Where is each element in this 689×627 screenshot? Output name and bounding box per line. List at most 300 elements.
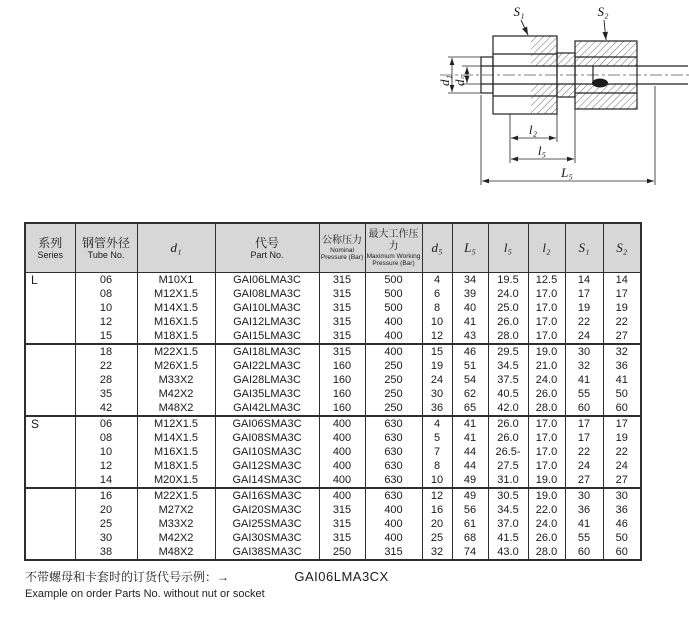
data-cell: 400 xyxy=(319,416,365,431)
data-cell: 41 xyxy=(452,315,488,329)
data-cell: 17.0 xyxy=(528,315,565,329)
data-cell: 500 xyxy=(365,287,422,301)
example-part-no: GAI06LMA3CX xyxy=(294,569,389,584)
col-header-max-pressure xyxy=(365,223,422,273)
data-cell: 43 xyxy=(452,329,488,344)
data-cell: 400 xyxy=(365,344,422,359)
data-cell: 26.0 xyxy=(488,431,528,445)
data-cell: 12.5 xyxy=(528,273,565,288)
data-cell: 24.0 xyxy=(528,373,565,387)
data-cell: 06 xyxy=(75,416,137,431)
data-cell: GAI10SMA3C xyxy=(215,445,319,459)
table-row xyxy=(25,387,641,401)
data-cell: 28.0 xyxy=(528,401,565,416)
data-cell: 5 xyxy=(422,431,452,445)
series-cell xyxy=(25,373,75,387)
data-cell: GAI06SMA3C xyxy=(215,416,319,431)
dim-label-l5: l₅ xyxy=(537,143,547,158)
spec-table-body xyxy=(25,273,641,561)
data-cell: M18X1.5 xyxy=(137,459,215,473)
data-cell: 250 xyxy=(319,545,365,560)
series-cell: S xyxy=(25,416,75,431)
data-cell: 22 xyxy=(565,445,603,459)
cutting-ring xyxy=(592,79,608,88)
col-header-nominal-pressure xyxy=(319,223,365,273)
data-cell: 315 xyxy=(319,517,365,531)
data-cell: GAI14SMA3C xyxy=(215,473,319,488)
data-cell: 10 xyxy=(75,301,137,315)
table-row xyxy=(25,416,641,431)
data-cell: 15 xyxy=(75,329,137,344)
table-row xyxy=(25,287,641,301)
table-row xyxy=(25,329,641,344)
data-cell: 14 xyxy=(603,273,641,288)
data-cell: GAI08LMA3C xyxy=(215,287,319,301)
data-cell: 22 xyxy=(75,359,137,373)
data-cell: 315 xyxy=(319,329,365,344)
data-cell: 62 xyxy=(452,387,488,401)
data-cell: 19 xyxy=(603,301,641,315)
data-cell: 4 xyxy=(422,273,452,288)
data-cell: 36 xyxy=(422,401,452,416)
table-row xyxy=(25,359,641,373)
data-cell: M20X1.5 xyxy=(137,473,215,488)
series-cell xyxy=(25,545,75,560)
data-cell: 54 xyxy=(452,373,488,387)
table-row xyxy=(25,273,641,288)
data-cell: 19.0 xyxy=(528,488,565,503)
data-cell: 315 xyxy=(319,273,365,288)
data-cell: 31.0 xyxy=(488,473,528,488)
data-cell: 630 xyxy=(365,473,422,488)
table-row xyxy=(25,431,641,445)
data-cell: 19.0 xyxy=(528,344,565,359)
data-cell: 27 xyxy=(603,329,641,344)
table-row xyxy=(25,459,641,473)
data-cell: 19 xyxy=(422,359,452,373)
data-cell: M14X1.5 xyxy=(137,431,215,445)
data-cell: 7 xyxy=(422,445,452,459)
series-cell xyxy=(25,401,75,416)
data-cell: 12 xyxy=(75,315,137,329)
data-cell: 14 xyxy=(565,273,603,288)
data-cell: 6 xyxy=(422,287,452,301)
data-cell: 44 xyxy=(452,445,488,459)
series-cell xyxy=(25,387,75,401)
data-cell: 315 xyxy=(319,315,365,329)
data-cell: 10 xyxy=(422,315,452,329)
data-cell: 500 xyxy=(365,301,422,315)
series-cell xyxy=(25,517,75,531)
data-cell: 40 xyxy=(452,301,488,315)
data-cell: GAI30SMA3C xyxy=(215,531,319,545)
data-cell: 160 xyxy=(319,401,365,416)
data-cell: 41 xyxy=(452,416,488,431)
header-tube-zh: 钢管外径 xyxy=(81,236,130,250)
header-series-en: Series xyxy=(37,250,63,260)
table-row xyxy=(25,373,641,387)
data-cell: GAI42LMA3C xyxy=(215,401,319,416)
series-cell xyxy=(25,459,75,473)
table-row xyxy=(25,315,641,329)
data-cell: 17.0 xyxy=(528,459,565,473)
data-cell: 06 xyxy=(75,273,137,288)
data-cell: GAI28LMA3C xyxy=(215,373,319,387)
data-cell: 49 xyxy=(452,473,488,488)
series-cell xyxy=(25,431,75,445)
data-cell: 630 xyxy=(365,416,422,431)
data-cell: GAI15LMA3C xyxy=(215,329,319,344)
data-cell: 32 xyxy=(565,359,603,373)
data-cell: 12 xyxy=(422,488,452,503)
s1-leader xyxy=(521,20,528,35)
data-cell: 30 xyxy=(565,488,603,503)
header-tube-en: Tube No. xyxy=(87,250,125,260)
data-cell: 22 xyxy=(603,445,641,459)
data-cell: 17.0 xyxy=(528,301,565,315)
col-header-s1: S₁ xyxy=(565,223,603,273)
data-cell: 34.5 xyxy=(488,359,528,373)
data-cell: 26.5- xyxy=(488,445,528,459)
dim-label-s1: S₁ xyxy=(513,4,525,19)
data-cell: 250 xyxy=(365,387,422,401)
data-cell: M42X2 xyxy=(137,387,215,401)
data-cell: 17.0 xyxy=(528,445,565,459)
header-part-zh: 代号 xyxy=(254,236,279,250)
data-cell: 19.5 xyxy=(488,273,528,288)
data-cell: 14 xyxy=(75,473,137,488)
series-cell xyxy=(25,287,75,301)
data-cell: 400 xyxy=(319,431,365,445)
data-cell: 22.0 xyxy=(528,503,565,517)
data-cell: 56 xyxy=(452,503,488,517)
data-cell: 17.0 xyxy=(528,431,565,445)
data-cell: M26X1.5 xyxy=(137,359,215,373)
order-note xyxy=(25,569,389,601)
data-cell: 55 xyxy=(565,387,603,401)
data-cell: 4 xyxy=(422,416,452,431)
data-cell: 400 xyxy=(365,315,422,329)
data-cell: 43.0 xyxy=(488,545,528,560)
table-row xyxy=(25,473,641,488)
data-cell: GAI38SMA3C xyxy=(215,545,319,560)
data-cell: 17.0 xyxy=(528,329,565,344)
order-note-zh: 不带螺母和卡套时的订货代号示例：→ xyxy=(25,570,230,584)
data-cell: 400 xyxy=(365,531,422,545)
drawing-area xyxy=(0,0,689,217)
data-cell: GAI16SMA3C xyxy=(215,488,319,503)
data-cell: 26.0 xyxy=(528,531,565,545)
data-cell: 42 xyxy=(75,401,137,416)
data-cell: 25.0 xyxy=(488,301,528,315)
data-cell: 22 xyxy=(603,315,641,329)
data-cell: 27 xyxy=(603,473,641,488)
col-header-tube xyxy=(75,223,137,273)
order-note-en: Example on order Parts No. without nut or socket xyxy=(25,588,265,600)
data-cell: 12 xyxy=(75,459,137,473)
data-cell: 22 xyxy=(565,315,603,329)
series-cell xyxy=(25,359,75,373)
table-row xyxy=(25,445,641,459)
data-cell: 10 xyxy=(75,445,137,459)
data-cell: 315 xyxy=(319,503,365,517)
data-cell: GAI25SMA3C xyxy=(215,517,319,531)
data-cell: 32 xyxy=(603,344,641,359)
data-cell: 35 xyxy=(75,387,137,401)
data-cell: 26.0 xyxy=(528,387,565,401)
data-cell: 32 xyxy=(422,545,452,560)
s2-leader xyxy=(604,20,606,40)
table-row xyxy=(25,344,641,359)
table-row xyxy=(25,503,641,517)
table-row xyxy=(25,545,641,560)
data-cell: M12X1.5 xyxy=(137,287,215,301)
data-cell: 20 xyxy=(422,517,452,531)
data-cell: 60 xyxy=(565,545,603,560)
table-row xyxy=(25,531,641,545)
data-cell: 42.0 xyxy=(488,401,528,416)
data-cell: 10 xyxy=(422,473,452,488)
series-cell xyxy=(25,503,75,517)
data-cell: 500 xyxy=(365,273,422,288)
data-cell: 49 xyxy=(452,488,488,503)
data-cell: M27X2 xyxy=(137,503,215,517)
data-cell: 50 xyxy=(603,531,641,545)
data-cell: 27 xyxy=(565,473,603,488)
data-cell: 24 xyxy=(565,329,603,344)
data-cell: M22X1.5 xyxy=(137,344,215,359)
data-cell: GAI12SMA3C xyxy=(215,459,319,473)
data-cell: M48X2 xyxy=(137,545,215,560)
series-cell xyxy=(25,315,75,329)
data-cell: 21.0 xyxy=(528,359,565,373)
series-cell xyxy=(25,329,75,344)
data-cell: 30 xyxy=(565,344,603,359)
data-cell: GAI18LMA3C xyxy=(215,344,319,359)
data-cell: 8 xyxy=(422,301,452,315)
data-cell: 315 xyxy=(319,301,365,315)
data-cell: 41.5 xyxy=(488,531,528,545)
data-cell: 8 xyxy=(422,459,452,473)
header-series-zh: 系列 xyxy=(38,236,63,250)
data-cell: 36 xyxy=(603,503,641,517)
data-cell: M33X2 xyxy=(137,517,215,531)
col-header-part xyxy=(215,223,319,273)
series-cell xyxy=(25,301,75,315)
col-header-l5: l₅ xyxy=(488,223,528,273)
data-cell: 34.5 xyxy=(488,503,528,517)
data-cell: 400 xyxy=(319,445,365,459)
data-cell: M14X1.5 xyxy=(137,301,215,315)
data-cell: 41 xyxy=(565,373,603,387)
series-cell: L xyxy=(25,273,75,288)
series-cell xyxy=(25,488,75,503)
series-cell xyxy=(25,473,75,488)
data-cell: 400 xyxy=(319,459,365,473)
col-header-d5: d₅ xyxy=(422,223,452,273)
data-cell: 30 xyxy=(603,488,641,503)
data-cell: 28.0 xyxy=(488,329,528,344)
series-cell xyxy=(25,531,75,545)
dim-label-s2: S₂ xyxy=(597,4,609,19)
data-cell: 60 xyxy=(565,401,603,416)
data-cell: 37.0 xyxy=(488,517,528,531)
data-cell: 44 xyxy=(452,459,488,473)
data-cell: 74 xyxy=(452,545,488,560)
data-cell: 20 xyxy=(75,503,137,517)
data-cell: GAI08SMA3C xyxy=(215,431,319,445)
data-cell: 17.0 xyxy=(528,416,565,431)
series-cell xyxy=(25,445,75,459)
data-cell: 315 xyxy=(365,545,422,560)
data-cell: 160 xyxy=(319,359,365,373)
data-cell: 400 xyxy=(319,488,365,503)
data-cell: 50 xyxy=(603,387,641,401)
data-cell: M10X1 xyxy=(137,273,215,288)
data-cell: 28 xyxy=(75,373,137,387)
data-cell: M18X1.5 xyxy=(137,329,215,344)
data-cell: 38 xyxy=(75,545,137,560)
dim-label-L5: L₅ xyxy=(561,165,573,180)
header-part-en: Part No. xyxy=(250,250,284,260)
data-cell: 19 xyxy=(565,301,603,315)
data-cell: 40.5 xyxy=(488,387,528,401)
data-cell: 41 xyxy=(603,373,641,387)
data-cell: M33X2 xyxy=(137,373,215,387)
data-cell: 24 xyxy=(422,373,452,387)
data-cell: 24 xyxy=(565,459,603,473)
data-cell: 24.0 xyxy=(528,517,565,531)
data-cell: 36 xyxy=(565,503,603,517)
fitting-section-drawing xyxy=(0,0,689,212)
data-cell: 17 xyxy=(603,287,641,301)
col-header-L5: L₅ xyxy=(452,223,488,273)
data-cell: 46 xyxy=(603,517,641,531)
data-cell: 17 xyxy=(565,431,603,445)
data-cell: M12X1.5 xyxy=(137,416,215,431)
data-cell: 19.0 xyxy=(528,473,565,488)
data-cell: GAI10LMA3C xyxy=(215,301,319,315)
data-cell: 61 xyxy=(452,517,488,531)
data-cell: 19 xyxy=(603,431,641,445)
data-cell: 250 xyxy=(365,373,422,387)
data-cell: 315 xyxy=(319,344,365,359)
data-cell: 37.5 xyxy=(488,373,528,387)
data-cell: 24.0 xyxy=(488,287,528,301)
data-cell: 25 xyxy=(75,517,137,531)
data-cell: 17 xyxy=(565,416,603,431)
data-cell: 51 xyxy=(452,359,488,373)
data-cell: GAI20SMA3C xyxy=(215,503,319,517)
col-header-d1: d₁ xyxy=(137,223,215,273)
header-max-en: Maximum Working Pressure (Bar) xyxy=(366,252,421,267)
header-nominal-en: Nominal Pressure (Bar) xyxy=(320,246,364,261)
data-cell: 24 xyxy=(603,459,641,473)
data-cell: 26.0 xyxy=(488,315,528,329)
data-cell: 41 xyxy=(452,431,488,445)
data-cell: M16X1.5 xyxy=(137,315,215,329)
data-cell: 08 xyxy=(75,431,137,445)
data-cell: M16X1.5 xyxy=(137,445,215,459)
data-cell: 26.0 xyxy=(488,416,528,431)
data-cell: 25 xyxy=(422,531,452,545)
table-row xyxy=(25,301,641,315)
table-row xyxy=(25,517,641,531)
data-cell: 68 xyxy=(452,531,488,545)
data-cell: 400 xyxy=(365,503,422,517)
data-cell: GAI12LMA3C xyxy=(215,315,319,329)
col-header-s2: S₂ xyxy=(603,223,641,273)
data-cell: 60 xyxy=(603,401,641,416)
table-row xyxy=(25,488,641,503)
series-cell xyxy=(25,344,75,359)
header-max-zh: 最大工作压力 xyxy=(368,228,419,252)
data-cell: 15 xyxy=(422,344,452,359)
data-cell: 30.5 xyxy=(488,488,528,503)
data-cell: GAI22LMA3C xyxy=(215,359,319,373)
data-cell: 08 xyxy=(75,287,137,301)
data-cell: 34 xyxy=(452,273,488,288)
dim-label-l2: l₂ xyxy=(528,122,538,137)
data-cell: 250 xyxy=(365,401,422,416)
data-cell: 400 xyxy=(365,329,422,344)
data-cell: 36 xyxy=(603,359,641,373)
data-cell: 315 xyxy=(319,531,365,545)
data-cell: 60 xyxy=(603,545,641,560)
data-cell: 30 xyxy=(75,531,137,545)
data-cell: 250 xyxy=(365,359,422,373)
data-cell: M42X2 xyxy=(137,531,215,545)
data-cell: 16 xyxy=(75,488,137,503)
data-cell: 65 xyxy=(452,401,488,416)
data-cell: GAI35LMA3C xyxy=(215,387,319,401)
data-cell: 18 xyxy=(75,344,137,359)
data-cell: 160 xyxy=(319,373,365,387)
data-cell: 27.5 xyxy=(488,459,528,473)
header-row xyxy=(25,223,641,273)
data-cell: 17.0 xyxy=(528,287,565,301)
data-cell: M22X1.5 xyxy=(137,488,215,503)
data-cell: 46 xyxy=(452,344,488,359)
dim-label-d5: d₅ xyxy=(452,74,467,86)
data-cell: 400 xyxy=(365,517,422,531)
col-header-series xyxy=(25,223,75,273)
data-cell: 160 xyxy=(319,387,365,401)
data-cell: 16 xyxy=(422,503,452,517)
data-cell: GAI06LMA3C xyxy=(215,273,319,288)
data-cell: 41 xyxy=(565,517,603,531)
data-cell: 28.0 xyxy=(528,545,565,560)
spec-table xyxy=(24,222,642,561)
data-cell: 315 xyxy=(319,287,365,301)
data-cell: 17 xyxy=(565,287,603,301)
data-cell: 39 xyxy=(452,287,488,301)
table-row xyxy=(25,401,641,416)
data-cell: M48X2 xyxy=(137,401,215,416)
data-cell: 12 xyxy=(422,329,452,344)
header-nominal-zh: 公称压力 xyxy=(322,234,362,246)
dim-label-d1: d₁ xyxy=(437,74,452,86)
data-cell: 17 xyxy=(603,416,641,431)
col-header-l2: l₂ xyxy=(528,223,565,273)
data-cell: 630 xyxy=(365,459,422,473)
data-cell: 30 xyxy=(422,387,452,401)
data-cell: 630 xyxy=(365,445,422,459)
data-cell: 55 xyxy=(565,531,603,545)
data-cell: 400 xyxy=(319,473,365,488)
data-cell: 29.5 xyxy=(488,344,528,359)
data-cell: 630 xyxy=(365,488,422,503)
